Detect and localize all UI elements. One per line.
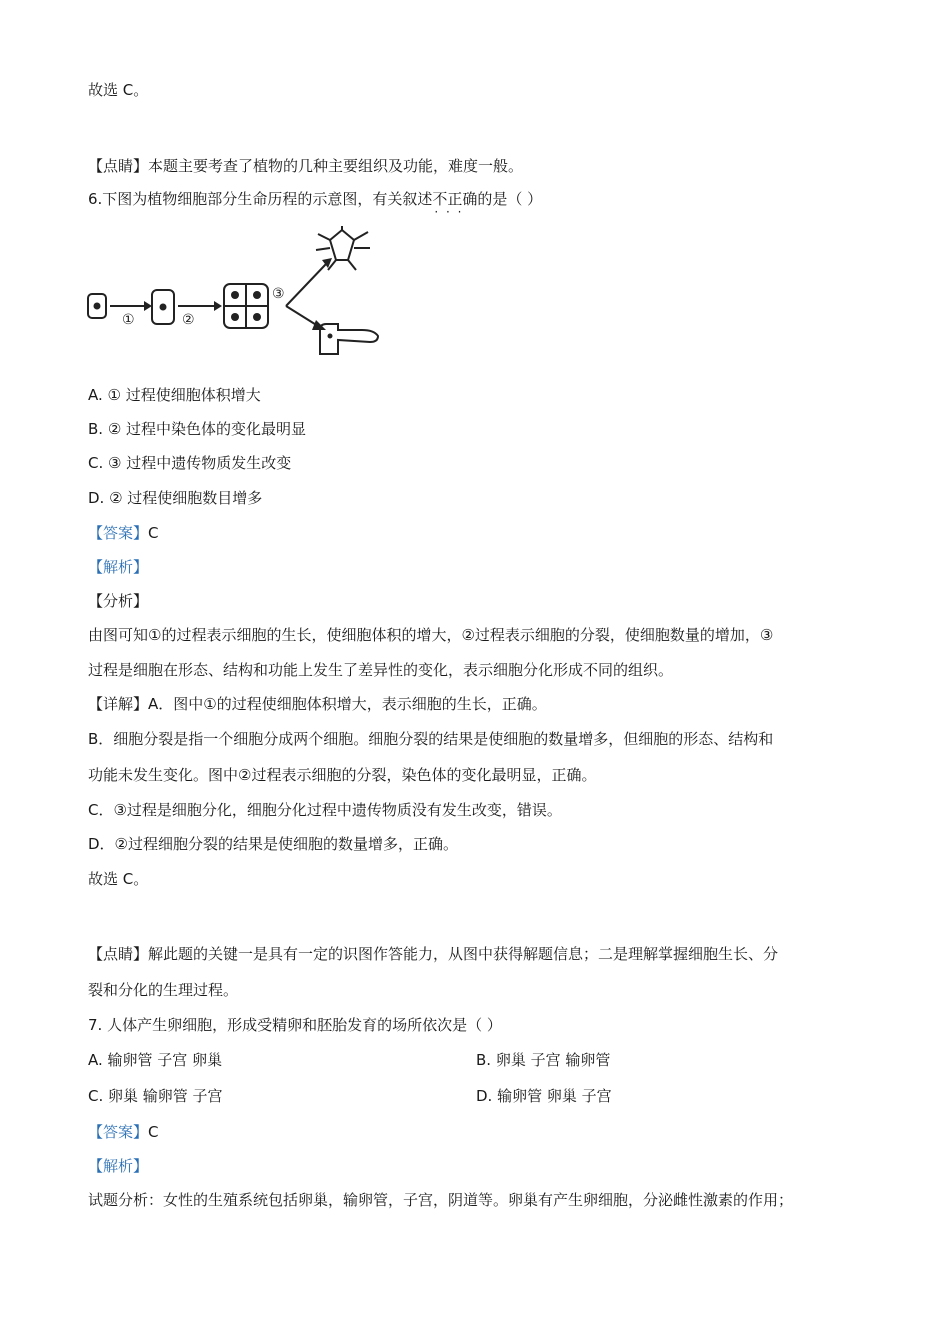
q6-dianjing-line-1: 【点睛】解此题的关键一是具有一定的识图作答能力，从图中获得解题信息；二是理解掌握细胞生长、分: [88, 945, 779, 963]
q6-fenxi-line-1: 由图可知①的过程表示细胞的生长，使细胞体积的增大，②过程表示细胞的分裂，使细胞数量的增加，③: [88, 626, 774, 644]
label-process-2: ②: [182, 312, 195, 328]
q6-jiexi-heading: 【解析】: [88, 558, 149, 576]
q6-fenxi-heading: 【分析】: [88, 592, 149, 610]
q6-emphasis: 不正确 · · ·: [432, 190, 477, 208]
q7-option-d: D. 输卵管 卵巢 子宫: [476, 1087, 612, 1105]
q7-option-c: C. 卵巢 输卵管 子宫: [88, 1087, 223, 1105]
q6-xiangjie-a: 【详解】A．图中①的过程使细胞体积增大，表示细胞的生长，正确。: [88, 695, 547, 713]
label-process-1: ①: [122, 312, 135, 328]
cell-process-diagram: [86, 226, 386, 361]
q6-dianjing-line-2: 裂和分化的生理过程。: [88, 981, 239, 999]
q6-option-d: D. ② 过程使细胞数目增多: [88, 489, 263, 507]
q7-option-b: B. 卵巢 子宫 输卵管: [476, 1051, 611, 1069]
q7-analysis: 试题分析：女性的生殖系统包括卵巢，输卵管，子宫，阴道等。卵巢有产生卵细胞，分泌雌性激素的作用；: [88, 1191, 794, 1209]
label-process-3: ③: [272, 286, 285, 302]
q6-option-c: C. ③ 过程中遗传物质发生改变: [88, 454, 292, 472]
dianjing-line-1: 【点睛】本题主要考查了植物的几种主要组织及功能，难度一般。: [88, 157, 524, 175]
differentiated-cell-long: [320, 324, 378, 354]
q6-fenxi-line-2: 过程是细胞在形态、结构和功能上发生了差异性的变化，表示细胞分化形成不同的组织。: [88, 661, 674, 679]
q6-stem: 6.下图为植物细胞部分生命历程的示意图，有关叙述不正确 · · ·的是（ ）: [88, 189, 542, 209]
q6-answer: 【答案】C: [88, 524, 159, 542]
conclusion-line-1: 故选 C。: [88, 81, 149, 99]
q7-answer: 【答案】C: [88, 1123, 159, 1141]
cell-group-divided: [224, 284, 268, 328]
q6-option-b: B. ② 过程中染色体的变化最明显: [88, 420, 307, 438]
q6-option-a: A. ① 过程使细胞体积增大: [88, 386, 261, 404]
q6-xiangjie-b1: B．细胞分裂是指一个细胞分成两个细胞。细胞分裂的结果是使细胞的数量增多，但细胞的形态、结构和: [88, 730, 774, 748]
q7-jiexi-heading: 【解析】: [88, 1157, 149, 1175]
q6-xiangjie-b2: 功能未发生变化。图中②过程表示细胞的分裂，染色体的变化最明显，正确。: [88, 766, 597, 784]
differentiated-cell-star: [316, 226, 370, 270]
q6-xiangjie-c: C．③过程是细胞分化，细胞分化过程中遗传物质没有发生改变，错误。: [88, 801, 562, 819]
q6-xiangjie-d: D．②过程细胞分裂的结果是使细胞的数量增多，正确。: [88, 835, 458, 853]
q6-conclusion: 故选 C。: [88, 870, 149, 888]
q7-stem: 7. 人体产生卵细胞，形成受精卵和胚胎发育的场所依次是（ ）: [88, 1016, 502, 1034]
q7-option-a: A. 输卵管 子宫 卵巢: [88, 1051, 223, 1069]
